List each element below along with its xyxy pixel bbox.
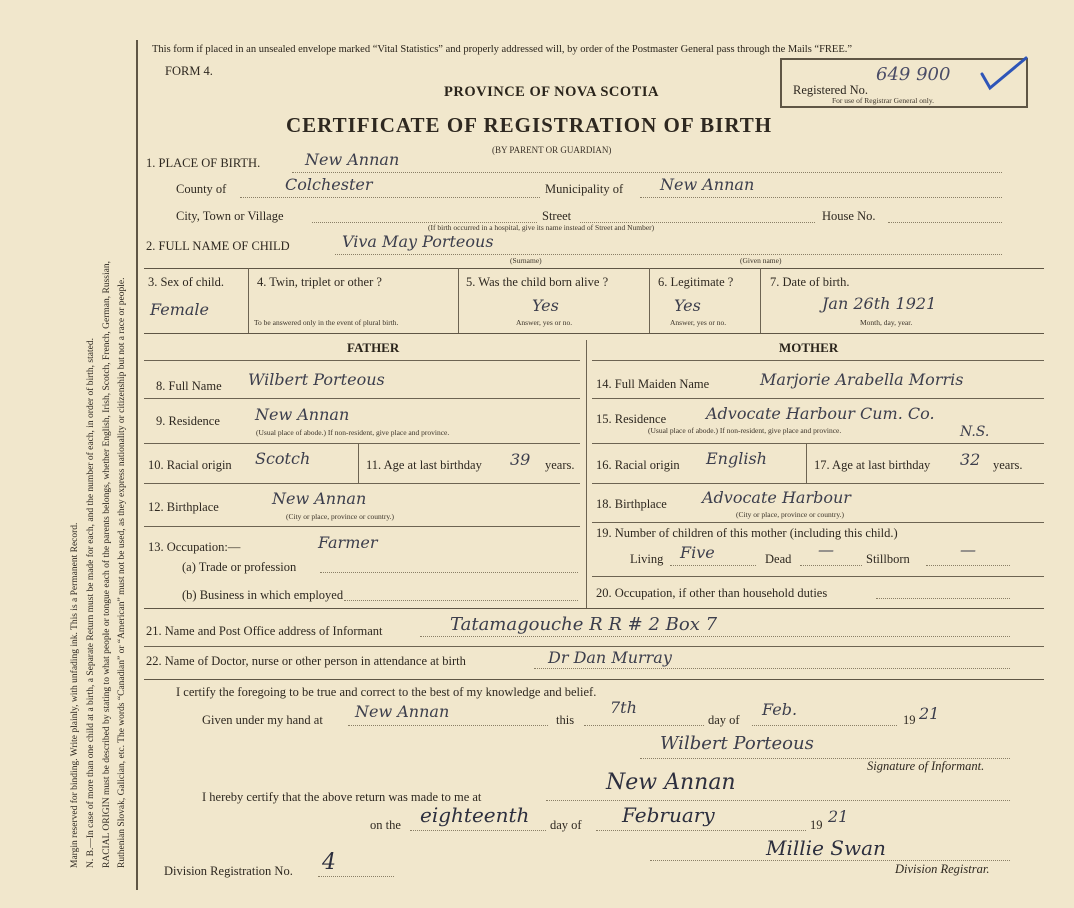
mother-years: years. (993, 458, 1023, 472)
municipality-value: New Annan (660, 175, 755, 194)
registrar-rule (650, 860, 1010, 861)
informant-label: 21. Name and Post Office address of Informant (146, 624, 383, 638)
certificate-title: CERTIFICATE OF REGISTRATION OF BIRTH (286, 113, 773, 137)
mother-birthplace-note: (City or place, province or country.) (736, 510, 845, 519)
legitimate-value: Yes (674, 296, 701, 315)
month-rule (752, 725, 897, 726)
living-rule (670, 565, 756, 566)
house-rule (888, 222, 1002, 223)
mother-racial-label: 16. Racial origin (596, 458, 680, 472)
father-birthplace-note: (City or place, province or country.) (286, 512, 395, 521)
mother-residence-value: Advocate Harbour Cum. Co. (706, 404, 935, 423)
boxes-top-rule (144, 268, 1044, 269)
return-place-value: New Annan (606, 770, 736, 795)
margin-line-1: Margin reserved for binding. Write plainly, with unfading ink. This is a Permanent Record. (70, 522, 80, 868)
house-label: House No. (822, 209, 876, 223)
date-note: Month, day, year. (860, 318, 913, 327)
father-trade-rule (320, 572, 578, 573)
date-value: Jan 26th 1921 (822, 294, 937, 313)
this-label: this (556, 713, 575, 727)
place-of-birth-value: New Annan (305, 150, 400, 169)
day2-rule (410, 830, 546, 831)
day-of-label: day of (708, 713, 740, 727)
day2-value: eighteenth (420, 803, 530, 827)
informant-signature: Wilbert Porteous (660, 733, 814, 754)
father-top-rule (144, 360, 580, 361)
informant-top-rule (144, 608, 1044, 609)
return-place-rule (546, 800, 1010, 801)
check-mark-icon (978, 56, 1030, 92)
mother-residence-value-2: N.S. (960, 424, 990, 440)
month2-value: February (622, 803, 715, 827)
mother-rule-5 (592, 576, 1044, 577)
parents-divider (586, 340, 587, 608)
mother-heading: MOTHER (779, 340, 839, 355)
father-name-value: Wilbert Porteous (248, 370, 385, 389)
father-name-label: 8. Full Name (156, 379, 222, 393)
registered-label: Registered No. (793, 83, 868, 97)
mother-residence-label: 15. Residence (596, 412, 667, 426)
child-rule (335, 254, 1002, 255)
living-label: Living (630, 552, 664, 566)
child-name-value: Viva May Porteous (342, 232, 494, 251)
father-heading: FATHER (347, 340, 400, 355)
alive-note: Answer, yes or no. (516, 318, 573, 327)
father-age-value: 39 (510, 450, 531, 469)
mother-rule-4 (592, 522, 1044, 523)
mother-occupation-label: 20. Occupation, if other than household duties (596, 586, 828, 600)
division-value: 4 (322, 850, 336, 875)
given-name-note: (Given name) (740, 256, 782, 265)
given-under-label: Given under my hand at (202, 713, 323, 727)
given-place-value: New Annan (355, 702, 450, 721)
dead-rule (800, 565, 862, 566)
division-rule (318, 876, 394, 877)
margin-line-4: Ruthenian Slovak, Galician, etc. The words “Canadian” or “American” must not be used, as they express nationality or citizenship but not a race or people. (117, 277, 127, 868)
place-of-birth-label: 1. PLACE OF BIRTH. (146, 156, 261, 170)
informant-rule (420, 636, 1010, 637)
mother-top-rule (592, 360, 1044, 361)
registered-number: 649 900 (876, 64, 951, 85)
father-racial-label: 10. Racial origin (148, 458, 232, 472)
on-the-label: on the (370, 818, 401, 832)
day-value: 7th (610, 698, 637, 717)
street-label: Street (542, 209, 572, 223)
year-value: 21 (919, 704, 940, 723)
day-of2-label: day of (550, 818, 582, 832)
doctor-top-rule (144, 646, 1044, 647)
dead-value: — (818, 540, 834, 559)
division-label: Division Registration No. (164, 864, 293, 878)
father-birthplace-label: 12. Birthplace (148, 500, 219, 514)
father-years: years. (545, 458, 575, 472)
legitimate-label: 6. Legitimate ? (658, 275, 734, 289)
year-prefix: 19 (903, 713, 916, 727)
father-age-divider (358, 443, 359, 483)
mother-rule-1 (592, 398, 1044, 399)
day-rule (584, 725, 704, 726)
margin-line-3: RACIAL ORIGIN must be described by stating to what people or tongue each of the parents belongs, whether English, Irish, Scotch, French, German, Russian, (102, 261, 112, 868)
mother-rule-3 (592, 483, 1044, 484)
dead-label: Dead (765, 552, 792, 566)
county-value: Colchester (285, 175, 373, 194)
mother-name-label: 14. Full Maiden Name (596, 377, 710, 391)
certify-top-rule (144, 679, 1044, 680)
father-rule-3 (144, 483, 580, 484)
father-business-label: (b) Business in which employed (182, 588, 344, 602)
father-residence-value: New Annan (255, 405, 350, 424)
mother-name-value: Marjorie Arabella Morris (760, 370, 964, 389)
date-label: 7. Date of birth. (770, 275, 850, 289)
mother-children-label: 19. Number of children of this mother (including this child.) (596, 526, 898, 540)
month-value: Feb. (762, 700, 798, 719)
stillborn-label: Stillborn (866, 552, 910, 566)
year2-prefix: 19 (810, 818, 823, 832)
stillborn-value: — (960, 540, 976, 559)
alive-label: 5. Was the child born alive ? (466, 275, 609, 289)
margin-rule (136, 40, 138, 890)
father-rule-4 (144, 526, 580, 527)
father-residence-label: 9. Residence (156, 414, 220, 428)
mother-residence-note: (Usual place of abode.) If non-resident, give place and province. (648, 426, 842, 435)
father-trade-label: (a) Trade or profession (182, 560, 297, 574)
box-divider-3 (649, 268, 650, 333)
father-residence-note: (Usual place of abode.) If non-resident, give place and province. (256, 428, 450, 437)
hospital-note: (If birth occurred in a hospital, give its name instead of Street and Number) (428, 223, 655, 232)
father-racial-value: Scotch (255, 449, 311, 468)
division-registrar-label: Division Registrar. (895, 862, 990, 876)
alive-value: Yes (532, 296, 559, 315)
father-rule-1 (144, 398, 580, 399)
mother-occupation-rule (876, 598, 1010, 599)
return-label: I hereby certify that the above return was made to me at (202, 790, 482, 804)
registrar-note: For use of Registrar General only. (832, 96, 934, 105)
postal-notice: This form if placed in an unsealed envelope marked “Vital Statistics” and properly addressed will, by order of the Postmaster General pass through the Mails “FREE.” (152, 44, 853, 55)
province-heading: PROVINCE OF NOVA SCOTIA (444, 84, 659, 100)
mother-age-label: 17. Age at last birthday (814, 458, 931, 472)
informant-value: Tatamagouche R R # 2 Box 7 (450, 614, 718, 635)
doctor-value: Dr Dan Murray (548, 648, 672, 667)
twin-note: To be answered only in the event of plural birth. (254, 318, 399, 327)
mother-birthplace-value: Advocate Harbour (702, 488, 851, 507)
surname-note: (Surname) (510, 256, 542, 265)
mother-birthplace-label: 18. Birthplace (596, 497, 667, 511)
municipality-label: Municipality of (545, 182, 624, 196)
stillborn-rule (926, 565, 1010, 566)
margin-line-2: N. B.—In case of more than one child at a birth, a Separate Return must be made for each, and the number of each, in order of birth, stated. (86, 338, 96, 868)
box-divider-2 (458, 268, 459, 333)
signature-label: Signature of Informant. (867, 759, 985, 773)
doctor-label: 22. Name of Doctor, nurse or other person in attendance at birth (146, 654, 466, 668)
father-age-label: 11. Age at last birthday (366, 458, 482, 472)
father-business-rule (344, 600, 578, 601)
father-birthplace-value: New Annan (272, 489, 367, 508)
doctor-rule (534, 668, 1010, 669)
place-rule (292, 172, 1002, 173)
year2-value: 21 (828, 807, 849, 826)
mother-rule-2 (592, 443, 1044, 444)
mother-racial-value: English (706, 449, 767, 468)
father-occupation-value: Farmer (318, 533, 378, 552)
form-number: FORM 4. (165, 64, 213, 78)
mother-age-divider (806, 443, 807, 483)
father-occupation-label: 13. Occupation:— (148, 540, 241, 554)
month2-rule (596, 830, 806, 831)
child-name-label: 2. FULL NAME OF CHILD (146, 239, 290, 253)
county-rule (240, 197, 540, 198)
county-label: County of (176, 182, 227, 196)
twin-label: 4. Twin, triplet or other ? (257, 275, 382, 289)
sex-label: 3. Sex of child. (148, 275, 225, 289)
living-value: Five (680, 543, 715, 562)
legitimate-note: Answer, yes or no. (670, 318, 727, 327)
mother-age-value: 32 (960, 450, 981, 469)
city-label: City, Town or Village (176, 209, 284, 223)
boxes-bottom-rule (144, 333, 1044, 334)
registrar-signature: Millie Swan (766, 836, 886, 860)
certificate-subtitle: (BY PARENT OR GUARDIAN) (492, 145, 612, 155)
given-place-rule (348, 725, 548, 726)
certify-statement: I certify the foregoing to be true and correct to the best of my knowledge and belief. (176, 685, 597, 699)
municipality-rule (640, 197, 1002, 198)
box-divider-4 (760, 268, 761, 333)
father-rule-2 (144, 443, 580, 444)
box-divider-1 (248, 268, 249, 333)
sex-value: Female (150, 300, 209, 319)
